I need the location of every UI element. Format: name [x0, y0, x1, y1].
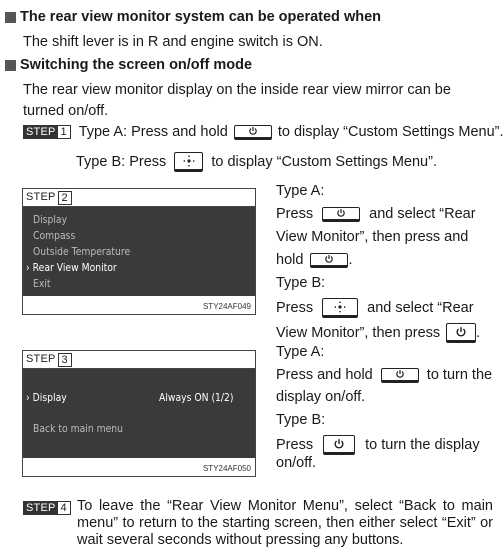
step-label: STEP	[26, 502, 56, 514]
step3-b-line2: on/off.	[276, 455, 317, 471]
menu-item-label: Rear View Monitor	[32, 262, 117, 274]
step4-badge	[23, 501, 71, 515]
step2-b-line1	[276, 298, 474, 318]
section-heading-switching	[5, 57, 252, 73]
text: Press	[276, 206, 314, 222]
text: hold	[276, 252, 304, 268]
text: .	[348, 252, 353, 268]
menu-item-rear-view-monitor	[26, 262, 117, 274]
step1-type-b-text: Type B: Press	[76, 153, 167, 170]
power-icon	[324, 254, 334, 264]
step3-a-line2: display on/off.	[276, 389, 366, 405]
screen-header	[23, 351, 255, 369]
text: and select “Rear	[367, 299, 474, 316]
step1-line-a	[23, 124, 504, 140]
step-label: STEP	[26, 126, 56, 139]
step2-a-line2: View Monitor”, then press and	[276, 229, 469, 245]
step3-b-line1	[276, 435, 480, 455]
section1-body: The shift lever is in R and engine switch is ON.	[23, 34, 323, 50]
step2-type-a: Type A:	[276, 183, 325, 199]
figure-code: STY24AF049	[202, 302, 251, 311]
step-number: 1	[58, 126, 70, 138]
screen-header	[23, 189, 255, 207]
section2-heading: Switching the screen on/off mode	[20, 57, 253, 73]
step2-badge	[24, 191, 72, 205]
step4-block	[23, 498, 493, 549]
power-icon	[248, 126, 258, 136]
text: .	[476, 324, 481, 341]
menu-item-compass: Compass	[33, 230, 76, 242]
screen-footer	[23, 296, 255, 314]
menu-item-display: Display	[33, 214, 68, 226]
power-icon	[455, 326, 467, 338]
row-label: Display	[32, 392, 67, 404]
step1-line-b	[76, 152, 437, 172]
step2-a-line3	[276, 252, 352, 268]
step1-badge	[23, 125, 71, 139]
heading-square-icon	[5, 12, 16, 23]
step1-type-b-post: to display “Custom Settings Menu”.	[211, 153, 437, 170]
text: Press and hold	[276, 367, 373, 383]
heading-square-icon	[5, 60, 16, 71]
power-button	[234, 125, 272, 140]
step2-screen	[22, 188, 256, 315]
step-number: 2	[58, 191, 72, 205]
joystick-button	[322, 298, 358, 318]
text: to turn the display	[365, 436, 480, 453]
step-number: 4	[58, 502, 70, 514]
power-button	[381, 368, 419, 383]
text: View Monitor”, then press	[276, 324, 441, 341]
menu-item-exit: Exit	[33, 278, 51, 290]
power-button	[446, 323, 476, 343]
step-label: STEP	[26, 353, 56, 366]
text: Press	[276, 436, 314, 453]
step2-a-line1	[276, 206, 476, 222]
text: and select “Rear	[369, 206, 476, 222]
section2-body: The rear view monitor display on the inside rear view mirror can be turned on/off.	[23, 82, 451, 119]
menu-item-outside-temperature: Outside Temperature	[33, 246, 131, 258]
screen-footer	[23, 458, 255, 476]
row-value: Always ON (1/2)	[159, 392, 234, 404]
step-number: 3	[58, 353, 72, 367]
power-icon	[336, 208, 346, 218]
text: to turn the	[426, 367, 493, 383]
row-display	[26, 392, 67, 404]
step3-a-line1	[276, 367, 492, 383]
joystick-button	[174, 152, 203, 172]
selection-chevron-icon: ›	[26, 392, 30, 404]
step1-type-a-post: to display “Custom Settings Menu”.	[277, 124, 504, 140]
figure-code: STY24AF050	[202, 464, 251, 473]
power-icon	[333, 438, 345, 450]
step3-type-a: Type A:	[276, 344, 325, 360]
step3-badge	[24, 353, 72, 367]
selection-chevron-icon: ›	[26, 262, 30, 274]
section-heading-operation	[5, 9, 381, 25]
step1-type-a-text: Type A: Press and hold	[78, 124, 228, 140]
power-icon	[395, 369, 405, 379]
section1-heading: The rear view monitor system can be operated when	[20, 9, 381, 25]
text: Press	[276, 299, 314, 316]
power-button	[322, 207, 360, 222]
joystick-icon	[333, 300, 347, 314]
step2-b-line2	[276, 323, 480, 343]
row-back-to-main-menu: Back to main menu	[33, 423, 124, 435]
step2-type-b: Type B:	[276, 275, 326, 291]
power-button	[323, 435, 355, 455]
step3-screen	[22, 350, 256, 477]
step4-text: To leave the “Rear View Monitor Menu”, select “Back to main menu” to return to the starting screen, then either select “Exit” or wait several seconds without pressing any buttons.	[77, 498, 493, 548]
joystick-icon	[182, 154, 196, 168]
step-label: STEP	[26, 191, 56, 204]
step3-type-b: Type B:	[276, 412, 326, 428]
power-button	[310, 253, 348, 268]
